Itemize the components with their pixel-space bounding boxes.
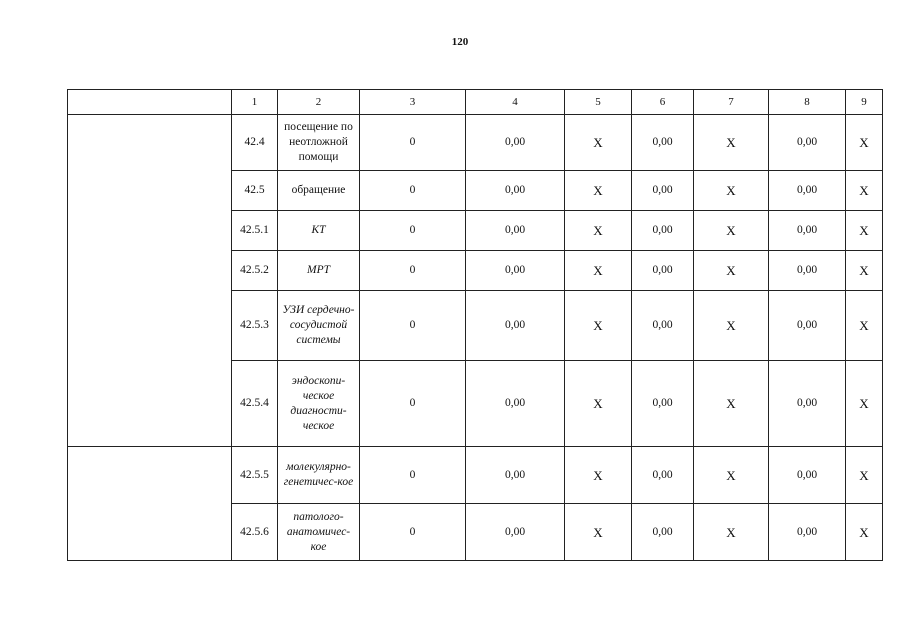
col6-value-cell: 0,00 bbox=[632, 361, 694, 447]
row-name-cell: посещение по неотложной помощи bbox=[278, 115, 360, 171]
col8-value-cell: 0,00 bbox=[769, 504, 846, 561]
col7-mark-cell: X bbox=[694, 361, 769, 447]
header-cell: 6 bbox=[632, 90, 694, 115]
group-blank-cell bbox=[68, 115, 232, 447]
row-name-cell: МРТ bbox=[278, 251, 360, 291]
col3-value-cell: 0 bbox=[360, 361, 466, 447]
row-code-cell: 42.5 bbox=[232, 171, 278, 211]
header-cell: 3 bbox=[360, 90, 466, 115]
col7-mark-cell: X bbox=[694, 211, 769, 251]
row-name-cell: обращение bbox=[278, 171, 360, 211]
col5-mark-cell: X bbox=[565, 361, 632, 447]
col8-value-cell: 0,00 bbox=[769, 447, 846, 504]
col5-mark-cell: X bbox=[565, 251, 632, 291]
col7-mark-cell: X bbox=[694, 171, 769, 211]
col5-mark-cell: X bbox=[565, 447, 632, 504]
col5-mark-cell: X bbox=[565, 115, 632, 171]
col9-mark-cell: X bbox=[846, 251, 883, 291]
col8-value-cell: 0,00 bbox=[769, 115, 846, 171]
col7-mark-cell: X bbox=[694, 251, 769, 291]
col6-value-cell: 0,00 bbox=[632, 171, 694, 211]
row-code-cell: 42.5.4 bbox=[232, 361, 278, 447]
col4-value-cell: 0,00 bbox=[466, 171, 565, 211]
group-blank-cell bbox=[68, 447, 232, 561]
col4-value-cell: 0,00 bbox=[466, 291, 565, 361]
table-row bbox=[68, 115, 883, 171]
header-cell: 2 bbox=[278, 90, 360, 115]
col8-value-cell: 0,00 bbox=[769, 291, 846, 361]
col9-mark-cell: X bbox=[846, 447, 883, 504]
col3-value-cell: 0 bbox=[360, 171, 466, 211]
col9-mark-cell: X bbox=[846, 115, 883, 171]
header-cell: 5 bbox=[565, 90, 632, 115]
header-cell: 1 bbox=[232, 90, 278, 115]
col6-value-cell: 0,00 bbox=[632, 504, 694, 561]
col6-value-cell: 0,00 bbox=[632, 251, 694, 291]
table-row bbox=[68, 447, 883, 504]
row-name-cell: КТ bbox=[278, 211, 360, 251]
row-code-cell: 42.5.5 bbox=[232, 447, 278, 504]
row-code-cell: 42.5.3 bbox=[232, 291, 278, 361]
col9-mark-cell: X bbox=[846, 171, 883, 211]
col3-value-cell: 0 bbox=[360, 291, 466, 361]
col4-value-cell: 0,00 bbox=[466, 361, 565, 447]
page-number: 120 bbox=[451, 36, 469, 48]
header-cell bbox=[68, 90, 232, 115]
header-cell: 9 bbox=[846, 90, 883, 115]
col5-mark-cell: X bbox=[565, 211, 632, 251]
header-cell: 8 bbox=[769, 90, 846, 115]
header-row bbox=[68, 90, 883, 115]
col9-mark-cell: X bbox=[846, 211, 883, 251]
data-table bbox=[67, 89, 883, 561]
col7-mark-cell: X bbox=[694, 504, 769, 561]
row-code-cell: 42.5.1 bbox=[232, 211, 278, 251]
col9-mark-cell: X bbox=[846, 361, 883, 447]
col4-value-cell: 0,00 bbox=[466, 115, 565, 171]
row-name-cell: молекулярно-генетичес-кое bbox=[278, 447, 360, 504]
row-code-cell: 42.4 bbox=[232, 115, 278, 171]
col7-mark-cell: X bbox=[694, 291, 769, 361]
col3-value-cell: 0 bbox=[360, 251, 466, 291]
col8-value-cell: 0,00 bbox=[769, 251, 846, 291]
row-code-cell: 42.5.6 bbox=[232, 504, 278, 561]
col5-mark-cell: X bbox=[565, 171, 632, 211]
header-cell: 4 bbox=[466, 90, 565, 115]
col7-mark-cell: X bbox=[694, 447, 769, 504]
col6-value-cell: 0,00 bbox=[632, 291, 694, 361]
col4-value-cell: 0,00 bbox=[466, 504, 565, 561]
col3-value-cell: 0 bbox=[360, 115, 466, 171]
col9-mark-cell: X bbox=[846, 504, 883, 561]
row-code-cell: 42.5.2 bbox=[232, 251, 278, 291]
col9-mark-cell: X bbox=[846, 291, 883, 361]
col7-mark-cell: X bbox=[694, 115, 769, 171]
col6-value-cell: 0,00 bbox=[632, 115, 694, 171]
col5-mark-cell: X bbox=[565, 504, 632, 561]
col8-value-cell: 0,00 bbox=[769, 361, 846, 447]
col3-value-cell: 0 bbox=[360, 211, 466, 251]
col6-value-cell: 0,00 bbox=[632, 211, 694, 251]
col4-value-cell: 0,00 bbox=[466, 251, 565, 291]
col4-value-cell: 0,00 bbox=[466, 211, 565, 251]
col8-value-cell: 0,00 bbox=[769, 211, 846, 251]
col5-mark-cell: X bbox=[565, 291, 632, 361]
col3-value-cell: 0 bbox=[360, 447, 466, 504]
col3-value-cell: 0 bbox=[360, 504, 466, 561]
row-name-cell: УЗИ сердечно-сосудистой системы bbox=[278, 291, 360, 361]
header-cell: 7 bbox=[694, 90, 769, 115]
row-name-cell: патолого-анатомичес-кое bbox=[278, 504, 360, 561]
col6-value-cell: 0,00 bbox=[632, 447, 694, 504]
row-name-cell: эндоскопи-ческое диагности-ческое bbox=[278, 361, 360, 447]
col4-value-cell: 0,00 bbox=[466, 447, 565, 504]
col8-value-cell: 0,00 bbox=[769, 171, 846, 211]
